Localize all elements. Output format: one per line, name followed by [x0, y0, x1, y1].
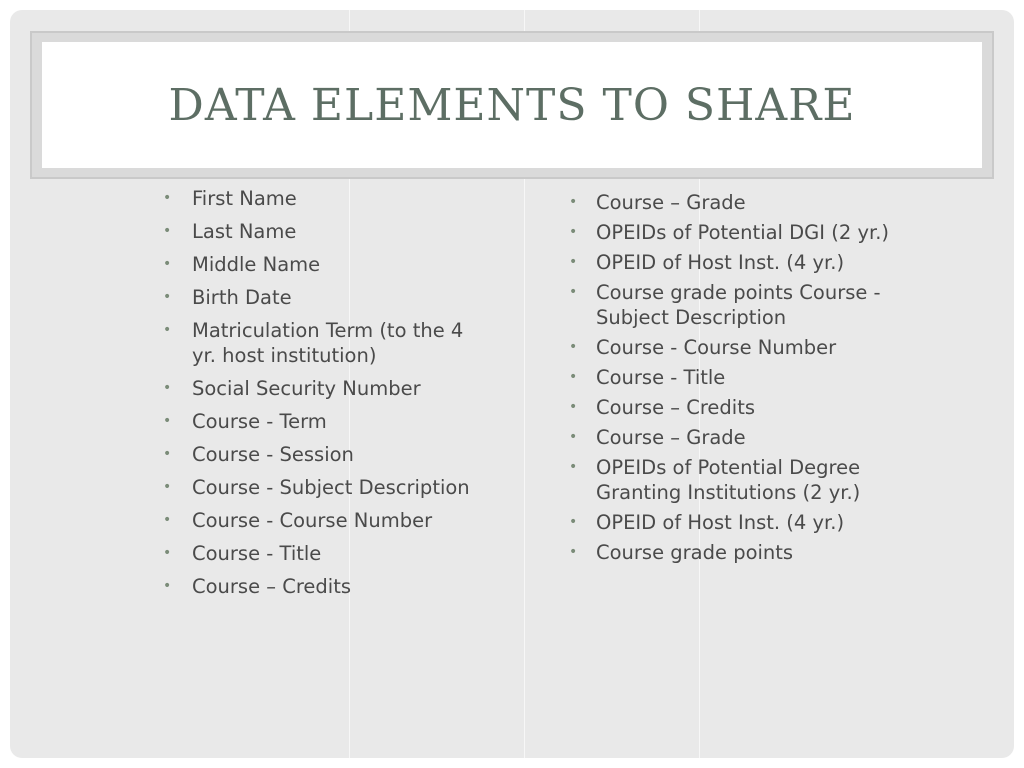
list-item: • Course - Term [192, 409, 492, 434]
list-item: • Course – Grade [596, 425, 896, 450]
list-item: • First Name [192, 186, 492, 211]
right-bullet-list [596, 190, 896, 570]
list-item: • OPEID of Host Inst. (4 yr.) [596, 510, 896, 535]
list-item: • Course – Credits [596, 395, 896, 420]
slide-title: DATA ELEMENTS TO SHARE [168, 79, 856, 131]
list-item: • Course grade points Course - Subject Description [596, 280, 896, 330]
list-item: • Last Name [192, 219, 492, 244]
left-bullet-list [192, 186, 492, 607]
list-item: • Course - Session [192, 442, 492, 467]
list-item: • Social Security Number [192, 376, 492, 401]
list-item: • Course grade points [596, 540, 896, 565]
list-item: • OPEIDs of Potential Degree Granting Institutions (2 yr.) [596, 455, 896, 505]
list-item: • Course - Course Number [596, 335, 896, 360]
list-item: • Course - Title [192, 541, 492, 566]
list-item: • Course - Course Number [192, 508, 492, 533]
list-item: • OPEID of Host Inst. (4 yr.) [596, 250, 896, 275]
list-item: • Course – Credits [192, 574, 492, 599]
list-item: • Course - Subject Description [192, 475, 492, 500]
list-item: • Course – Grade [596, 190, 896, 215]
title-box [42, 42, 982, 168]
list-item: • Course - Title [596, 365, 896, 390]
list-item: • Middle Name [192, 252, 492, 277]
list-item: • Birth Date [192, 285, 492, 310]
title-frame [30, 31, 994, 179]
list-item: • OPEIDs of Potential DGI (2 yr.) [596, 220, 896, 245]
list-item: • Matriculation Term (to the 4 yr. host institution) [192, 318, 492, 368]
